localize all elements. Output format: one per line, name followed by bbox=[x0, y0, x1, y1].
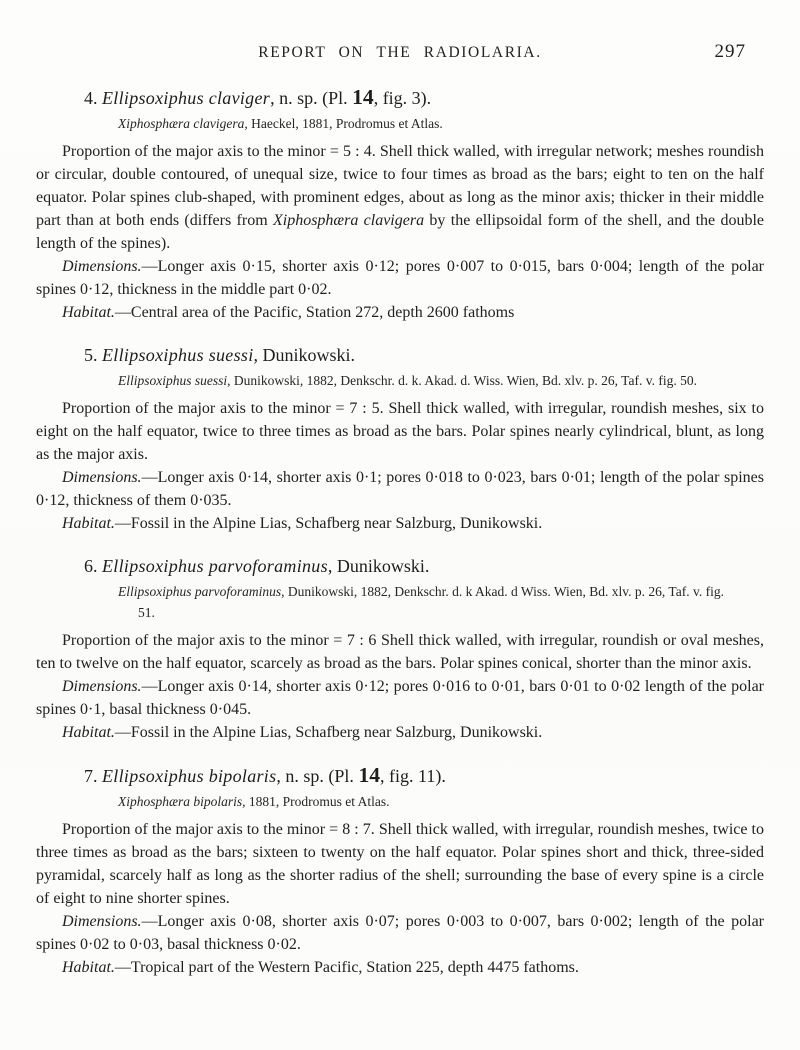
text-run: , fig. 3). bbox=[373, 88, 432, 108]
habitat-paragraph bbox=[36, 956, 764, 979]
italic-text-run: Dimensions. bbox=[62, 258, 142, 275]
text-run: Proportion of the major axis to the minor = 7 : 6 Shell thick walled, with irregular, roundish or oval meshes, ten to twelve on the half equator, scarcely as broad as the bars. Polar spines conical, shorter than the minor axis. bbox=[36, 632, 764, 672]
text-run: —Longer axis 0·15, shorter axis 0·12; pores 0·007 to 0·015, bars 0·004; length of the polar spines 0·12, thickness in the middle part 0·02. bbox=[36, 258, 764, 298]
italic-text-run: Ellipsoxiphus parvoforaminus bbox=[118, 584, 282, 599]
italic-text-run: Ellipsoxiphus suessi bbox=[102, 345, 254, 365]
text-run: , Dunikowski, 1882, Denkschr. d. k Akad. d Wiss. Wien, Bd. xlv. p. 26, Taf. v. fig. 51. bbox=[138, 584, 724, 620]
italic-text-run: Ellipsoxiphus claviger bbox=[102, 88, 271, 108]
habitat-paragraph bbox=[36, 301, 764, 324]
dimensions-paragraph bbox=[36, 466, 764, 512]
text-run: , Dunikowski. bbox=[327, 556, 430, 576]
text-run: —Longer axis 0·14, shorter axis 0·1; pores 0·018 to 0·023, bars 0·01; length of the polar spines 0·12, thickness of them 0·035. bbox=[36, 469, 764, 509]
text-run: , 1881, Prodromus et Atlas. bbox=[242, 794, 390, 809]
text-run: , Dunikowski, 1882, Denkschr. d. k. Akad. d. Wiss. Wien, Bd. xlv. p. 26, Taf. v. fig. 50. bbox=[227, 373, 697, 388]
text-run: Proportion of the major axis to the minor = 5 : 4. Shell thick walled, with irregular network; meshes roundish or circular, double contoured, of unequal size, twice to four times as broad as the bars; eight to ten on the half equator. Polar spines club-shaped, with prominent edges, about as long as the minor axis; thicker in their middle part than at both ends (differs from bbox=[36, 143, 764, 229]
text-run: —Central area of the Pacific, Station 272, depth 2600 fathoms bbox=[114, 304, 515, 321]
italic-text-run: Habitat. bbox=[62, 724, 115, 741]
text-run: 5. bbox=[84, 345, 102, 365]
italic-text-run: Habitat. bbox=[62, 515, 115, 532]
text-run: —Longer axis 0·14, shorter axis 0·12; pores 0·016 to 0·01, bars 0·01 to 0·02 length of the polar spines 0·1, basal thickness 0·045. bbox=[36, 678, 764, 718]
text-run: by the ellipsoidal form of the shell, and the double length of the spines). bbox=[36, 212, 765, 252]
text-run: —Fossil in the Alpine Lias, Schafberg near Salzburg, Dunikowski. bbox=[114, 724, 543, 741]
species-section bbox=[36, 764, 764, 979]
italic-text-run: Dimensions. bbox=[62, 678, 142, 695]
description-paragraph bbox=[36, 397, 764, 466]
page-number: 297 bbox=[714, 41, 746, 62]
dimensions-paragraph bbox=[36, 255, 764, 301]
text-run: —Fossil in the Alpine Lias, Schafberg near Salzburg, Dunikowski. bbox=[114, 515, 543, 532]
text-run: Proportion of the major axis to the minor = 7 : 5. Shell thick walled, with irregular, roundish meshes, six to eight on the half equator, twice to three times as broad as the bars. Polar spines nearly cylindrical, blunt, as long as the major axis. bbox=[36, 400, 764, 463]
text-run: , n. sp. (Pl. bbox=[270, 88, 353, 108]
italic-text-run: Habitat. bbox=[62, 959, 115, 976]
italic-text-run: Ellipsoxiphus bipolaris bbox=[102, 766, 277, 786]
text-run: —Tropical part of the Western Pacific, Station 225, depth 4475 fathoms. bbox=[114, 959, 579, 976]
text-run: 6. bbox=[84, 556, 102, 576]
text-run: , fig. 11). bbox=[380, 766, 446, 786]
plate-number: 14 bbox=[358, 763, 381, 787]
italic-text-run: Xiphosphæra clavigera bbox=[272, 212, 425, 229]
italic-text-run: Xiphosphæra bipolaris bbox=[118, 794, 243, 809]
text-run: , Haeckel, 1881, Prodromus et Atlas. bbox=[244, 116, 443, 131]
species-section bbox=[36, 555, 764, 744]
italic-text-run: Xiphosphæra clavigera bbox=[118, 116, 245, 131]
description-paragraph bbox=[36, 140, 764, 255]
species-heading bbox=[84, 764, 764, 787]
species-section bbox=[36, 344, 764, 535]
synonymy-citation bbox=[118, 370, 738, 391]
text-run: 4. bbox=[84, 88, 102, 108]
plate-number: 14 bbox=[352, 85, 374, 109]
page-header bbox=[0, 41, 800, 66]
italic-text-run: Ellipsoxiphus parvoforaminus bbox=[102, 556, 328, 576]
synonymy-citation bbox=[118, 113, 738, 134]
species-section bbox=[36, 86, 764, 324]
habitat-paragraph bbox=[36, 512, 764, 535]
dimensions-paragraph bbox=[36, 675, 764, 721]
text-run: Proportion of the major axis to the minor = 8 : 7. Shell thick walled, with irregular, roundish meshes, twice to three times as broad as the bars; sixteen to twenty on the half equator. Polar spines short and thick, three-sided pyramidal, scarcely half as long as the shorter radius of the shell; surrounding the base of every spine is a circle of eight to nine shorter spines. bbox=[36, 821, 764, 907]
italic-text-run: Dimensions. bbox=[62, 913, 142, 930]
italic-text-run: Habitat. bbox=[62, 304, 115, 321]
text-run: , n. sp. (Pl. bbox=[276, 766, 359, 786]
species-heading bbox=[84, 344, 764, 366]
running-title: REPORT ON THE RADIOLARIA. bbox=[258, 44, 542, 61]
synonymy-citation bbox=[118, 791, 738, 812]
italic-text-run: Dimensions. bbox=[62, 469, 142, 486]
text-run: , Dunikowski. bbox=[253, 345, 356, 365]
text-run: —Longer axis 0·08, shorter axis 0·07; pores 0·003 to 0·007, bars 0·002; length of the polar spines 0·02 to 0·03, basal thickness 0·02. bbox=[36, 913, 764, 953]
description-paragraph bbox=[36, 629, 764, 675]
page-content bbox=[0, 86, 800, 979]
italic-text-run: Ellipsoxiphus suessi bbox=[118, 373, 228, 388]
species-heading bbox=[84, 555, 764, 577]
description-paragraph bbox=[36, 818, 764, 910]
text-run: 7. bbox=[84, 766, 102, 786]
habitat-paragraph bbox=[36, 721, 764, 744]
species-heading bbox=[84, 86, 764, 109]
dimensions-paragraph bbox=[36, 910, 764, 956]
synonymy-citation bbox=[118, 581, 738, 623]
